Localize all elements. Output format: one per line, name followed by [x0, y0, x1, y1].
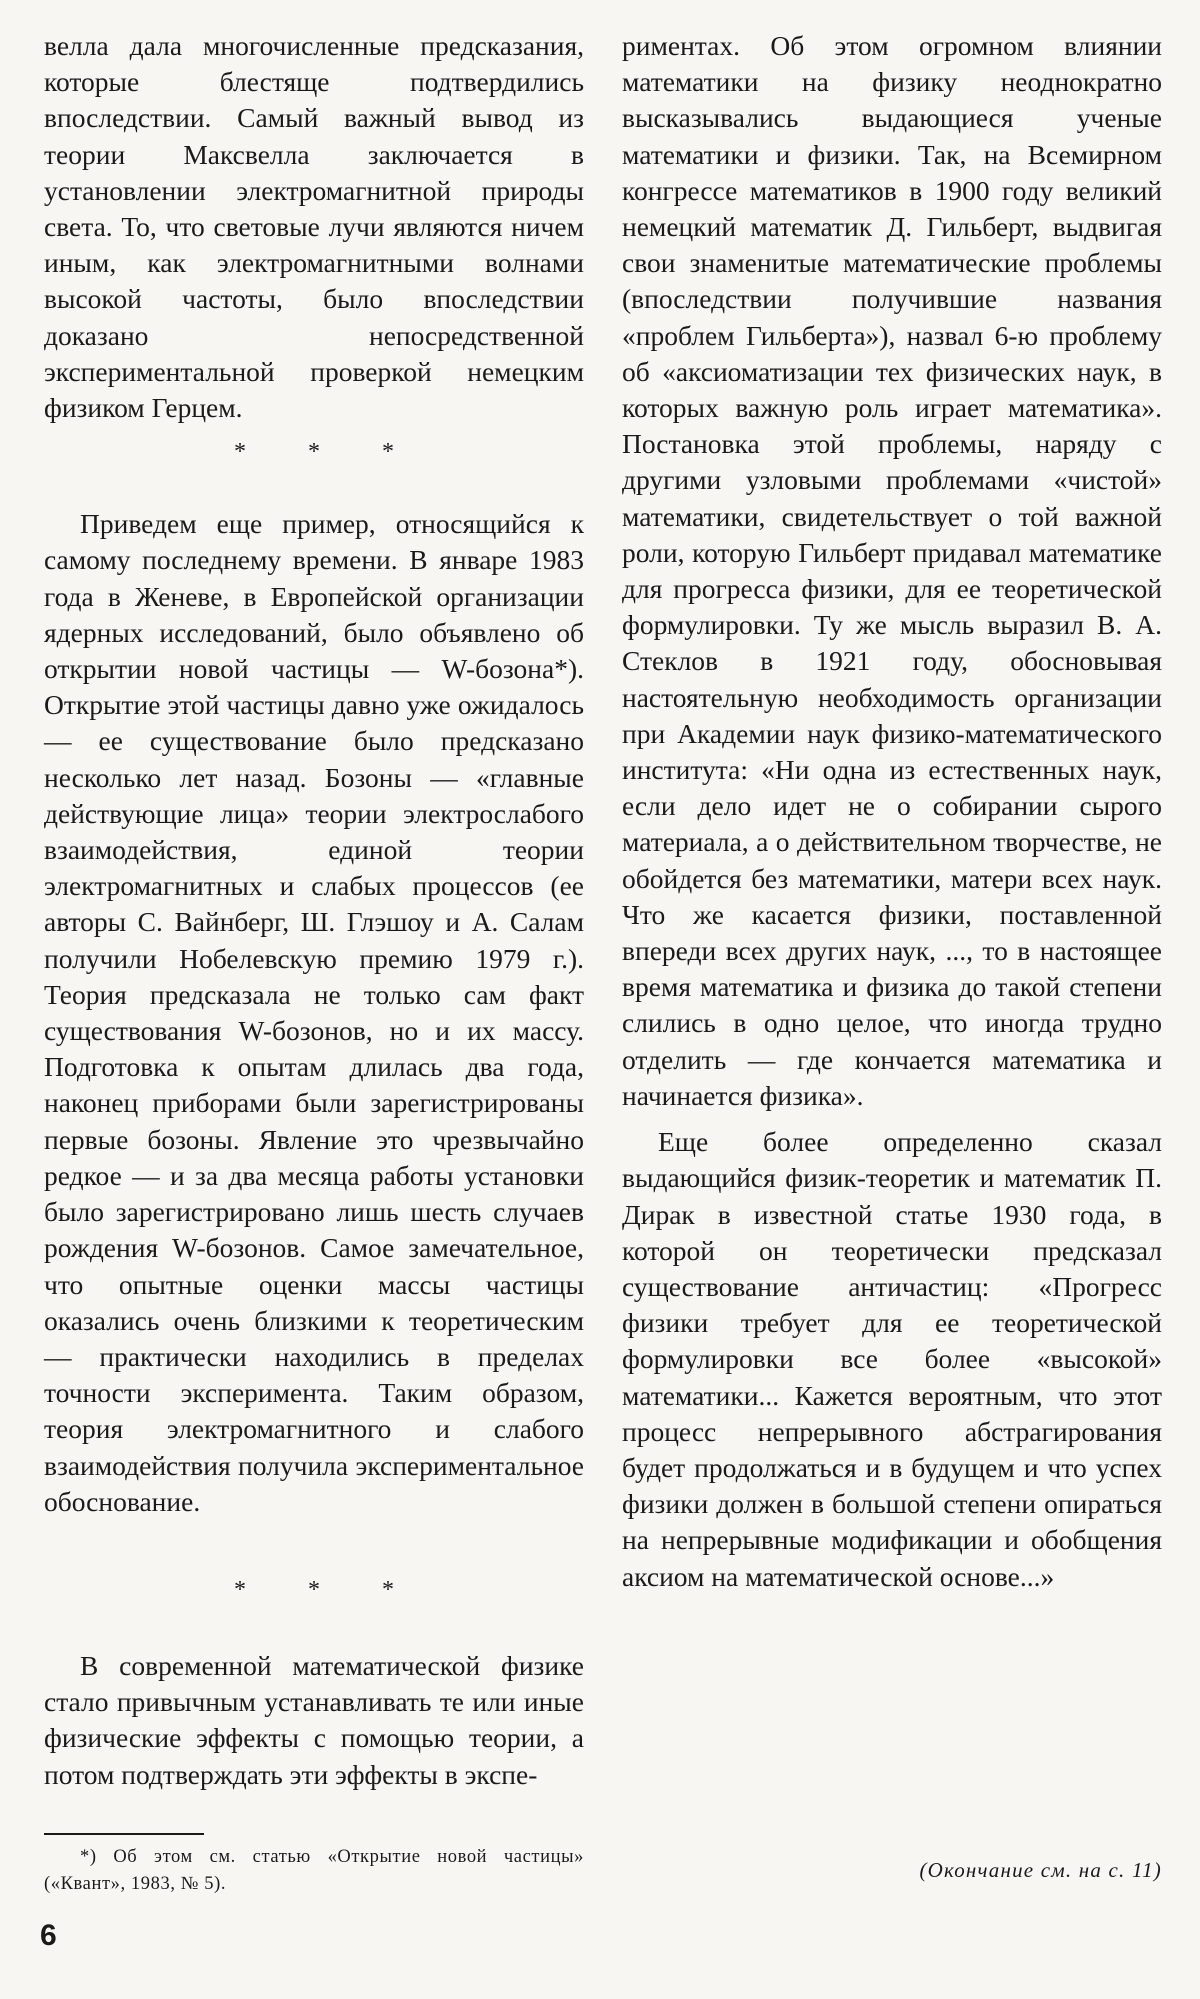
right-paragraph-1: риментах. Об этом огромном влиянии математики на физику неоднократно высказывались выдающиеся ученые математики и физики. Так, на Всемирном конгрессе математиков в 1900 году великий немецкий математик Д. Гильберт, выдвигая свои знаменитые математические проблемы (впоследствии получившие названия «проблем Гильберта»), назвал 6-ю проблему об «аксиоматизации тех физических наук, в которых важную роль играет математика». Постановка этой проблемы, наряду с другими узловыми проблемами «чистой» математики, свидетельствует о той важной роли, которую Гильберт придавал математике для прогресса физики, для ее теоретической формулировки. Ту же мысль выразил В. А. Стеклов в 1921 году, обосновывая настоятельную необходимость организации при Академии наук физико-математического института: «Ни одна из естественных наук, если дело идет не о собирании сырого материала, а о действительном творчестве, не обойдется без математики, матери всех наук. Что же касается физики, поставленной впереди всех других наук, ..., то в настоящее время математика и физика до такой степени слились в одно целое, что иногда трудно отделить — где кончается математика и начинается физика».	[622, 30, 1162, 1111]
continuation-note: (Окончание см. на с. 11)	[919, 1858, 1162, 1882]
left-paragraph-2: Приведем еще пример, относящийся к самому последнему времени. В январе 1983 года в Женеве, в Европейской организации ядерных исследований, было объявлено об открытии новой частицы — W-бозона*). Открытие этой частицы давно уже ожидалось — ее существование было предсказано несколько лет назад. Бозоны — «главные действующие лица» теории электрослабого взаимодействия, единой теории электромагнитных и слабых процессов (ее авторы С. Вайнберг, Ш. Глэшоу и А. Салам получили Нобелевскую премию 1979 г.). Теория предсказала не только сам факт существования W-бозонов, но и их массу. Подготовка к опытам длилась два года, наконец приборами были зарегистрированы первые бозоны. Явление это чрезвычайно редкое — и за два месяца работы установки было зарегистрировано лишь шесть случаев рождения W-бозонов. Самое замечательное, что опытные оценки массы частицы оказались очень близкими к теоретическим — практически находились в пределах точности эксперимента. Таким образом, теория электромагнитного и слабого взаимодействия получила экспериментальное обоснование.	[44, 508, 584, 1517]
footnote-divider	[44, 1833, 204, 1835]
section-separator-2: * * *	[234, 1576, 422, 1603]
footnote: *) Об этом см. статью «Открытие новой частицы» («Квант», 1983, № 5).	[44, 1847, 584, 1894]
page-number: 6	[40, 1919, 57, 1952]
section-separator-1: * * *	[234, 439, 422, 466]
right-paragraph-2: Еще более определенно сказал выдающийся физик-теоретик и математик П. Дирак в известной статье 1930 года, в которой он теоретически предсказал существование античастиц: «Прогресс физики требует для ее теоретической формулировки все более «высокой» математики... Кажется вероятным, что этот процесс непрерывного абстрагирования будет продолжаться и в будущем и что успех физики должен в большой степени опираться на непрерывные модификации и обобщения аксиом на математической основе...»	[622, 1126, 1162, 1592]
left-paragraph-3: В современной математической физике стало привычным устанавливать те или иные физические эффекты с помощью теории, а потом подтверждать эти эффекты в экспе-	[44, 1649, 584, 1790]
right-column	[622, 28, 1162, 1595]
left-column	[44, 28, 584, 1793]
left-paragraph-1: велла дала многочисленные предсказания, которые блестяще подтвердились впоследствии. Самый важный вывод из теории Максвелла заключается в установлении электромагнитной природы света. То, что световые лучи являются ничем иным, как электромагнитными волнами высокой частоты, было впоследствии доказано непосредственной экспериментальной проверкой немецким физиком Герцем.	[44, 30, 584, 424]
